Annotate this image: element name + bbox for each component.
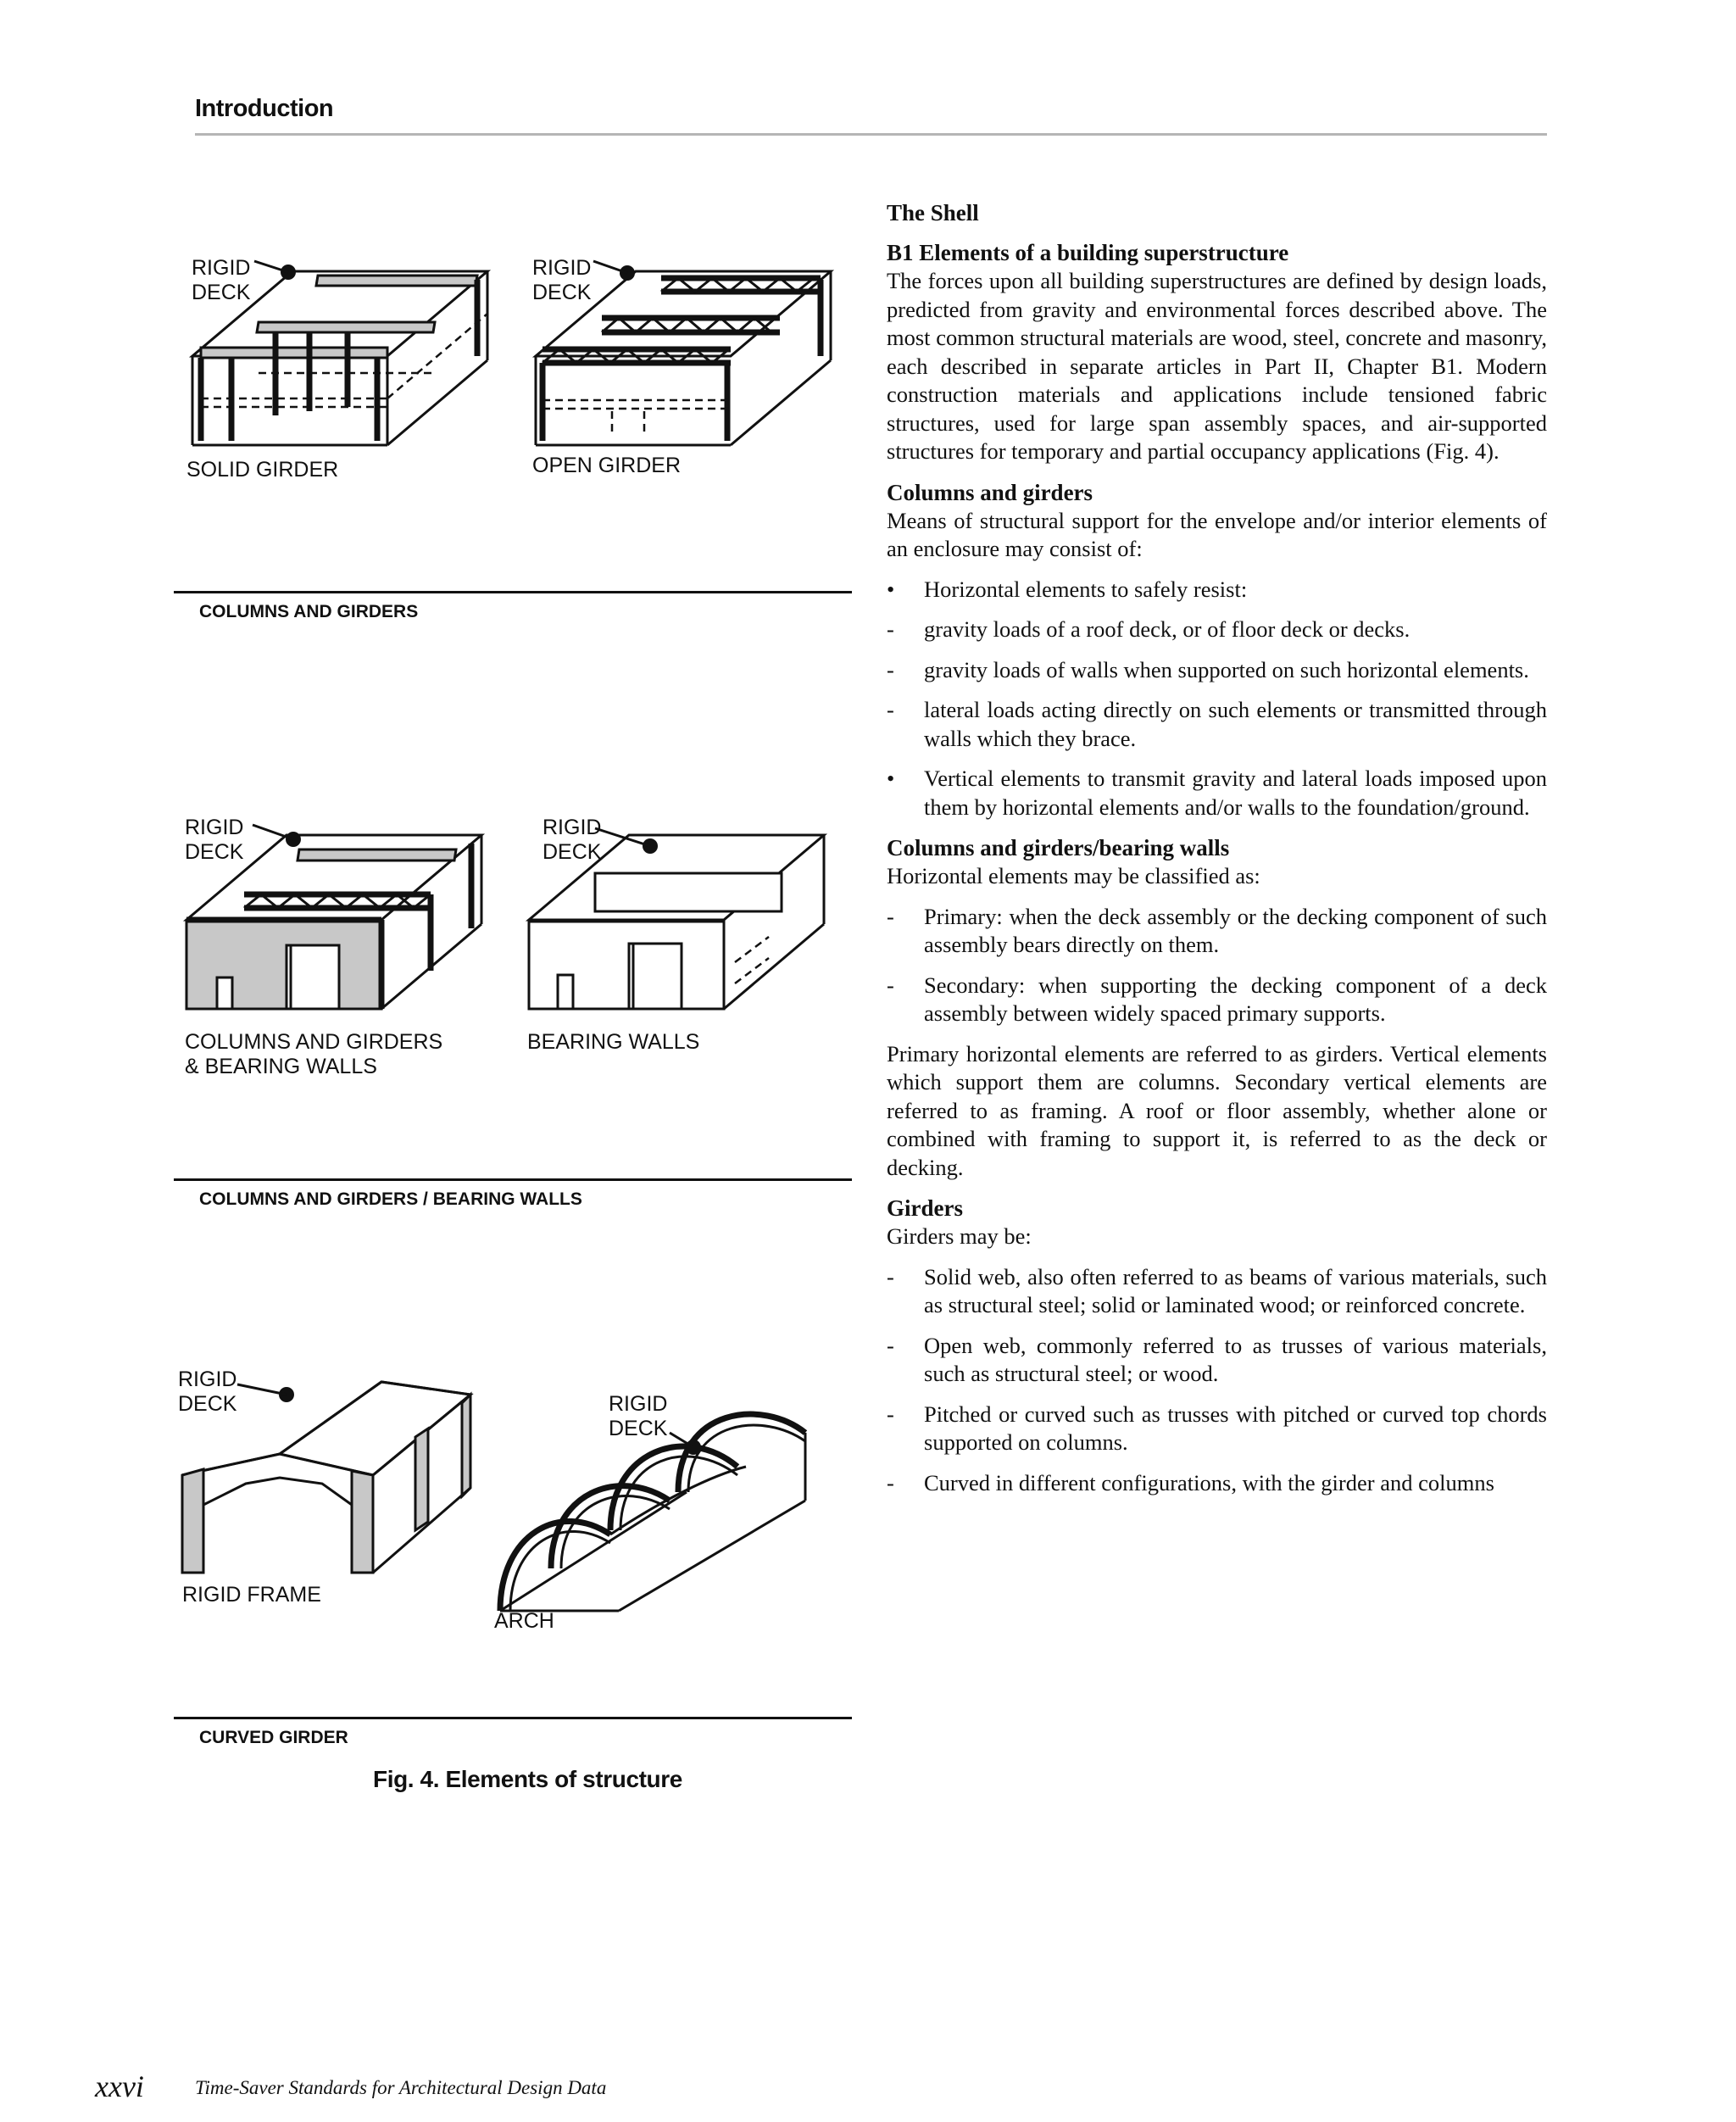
list-marker: • <box>887 766 895 791</box>
section-caption: CURVED GIRDER <box>199 1728 348 1747</box>
open-girder-label: OPEN GIRDER <box>532 454 682 477</box>
figure-caption: Fig. 4. Elements of structure <box>373 1766 682 1792</box>
paragraph-b1: The forces upon all building superstructures are defined by design loads, predicted from gravity and environmental forces described above. The most common structural materials are wood, steel, concrete and masonry, each described in separate articles in Part II, Chapter B1. Modern construction materials and applications include tensioned fabric structures, used for large span assembly spaces, and air-supported structures for temporary and partial occupancy applications (Fig. 4). <box>887 268 1547 464</box>
bearing-walls-deck-label: RIGID DECK <box>542 816 602 864</box>
list-item <box>887 1332 1547 1389</box>
list-marker: - <box>887 1401 894 1427</box>
list-item-text: Curved in different configurations, with the girder and columns <box>924 1469 1494 1495</box>
heading-columns-girders: Columns and girders <box>887 479 1093 505</box>
list-item-text: Solid web, also often referred to as beams of various materials, such as structural steel; solid or laminated wood; or reinforced concrete. <box>924 1263 1547 1317</box>
list-item-text: gravity loads of a roof deck, or of floor deck or decks. <box>924 616 1410 642</box>
list-item-text: Horizontal elements to safely resist: <box>924 576 1248 602</box>
list-marker: - <box>887 1332 894 1358</box>
arch-deck-label: RIGID DECK <box>609 1392 668 1440</box>
arch-drawing <box>492 1399 848 1628</box>
list-marker: - <box>887 656 894 682</box>
heading-b1: B1 Elements of a building superstructure <box>887 240 1289 265</box>
arch-label: ARCH <box>494 1609 554 1633</box>
page-number: xxvi <box>95 2069 144 2103</box>
bearing-walls-label: BEARING WALLS <box>527 1030 700 1054</box>
list-marker: • <box>887 576 895 602</box>
list-marker: - <box>887 972 894 998</box>
header-rule <box>195 133 1547 136</box>
heading-girders: Girders <box>887 1195 963 1221</box>
open-girder-deck-label: RIGID DECK <box>532 256 592 304</box>
list-item <box>887 765 1547 822</box>
section-rule <box>174 591 852 593</box>
list-item-text: Vertical elements to transmit gravity and lateral loads imposed upon them by horizontal elements and/or walls to the foundation/ground. <box>924 766 1547 820</box>
heading-bearing-walls: Columns and girders/bearing walls <box>887 835 1230 860</box>
list-item <box>887 972 1547 1028</box>
solid-girder-deck-label: RIGID DECK <box>192 256 251 304</box>
section-header: Introduction <box>195 95 334 122</box>
list-marker: - <box>887 616 894 642</box>
paragraph-bearing-intro: Horizontal elements may be classified as: <box>887 863 1260 888</box>
section-caption: COLUMNS AND GIRDERS / BEARING WALLS <box>199 1189 582 1209</box>
list-item-text: Primary: when the deck assembly or the decking component of such assembly bears directly on them. <box>924 903 1547 957</box>
text-column <box>887 198 1547 1509</box>
list-item-text: Open web, commonly referred to as trusses of various materials, such as structural steel; or wood. <box>924 1332 1547 1386</box>
list-item <box>887 1469 1547 1498</box>
section-caption: COLUMNS AND GIRDERS <box>199 602 419 621</box>
solid-girder-label: SOLID GIRDER <box>186 458 339 482</box>
list-item <box>887 1263 1547 1320</box>
rigid-frame-label: RIGID FRAME <box>182 1583 321 1607</box>
list-marker: - <box>887 1469 894 1495</box>
section-title: The Shell <box>887 200 979 226</box>
paragraph-bearing-walls: Primary horizontal elements are referred to as girders. Vertical elements which support them are columns. Secondary vertical elements are referred to as framing. A roof or floor assembly, whether alone or combined with framing to support it, is referred to as the deck or decking. <box>887 1040 1547 1180</box>
list-item-text: gravity loads of walls when supported on such horizontal elements. <box>924 656 1529 682</box>
list-item-text: Secondary: when supporting the decking component of a deck assembly between widely spaced primary supports. <box>924 972 1547 1026</box>
list-item <box>887 1401 1547 1457</box>
list-item <box>887 656 1547 685</box>
list-item-text: lateral loads acting directly on such elements or transmitted through walls which they brace. <box>924 697 1547 751</box>
list-marker: - <box>887 697 894 722</box>
paragraph-columns-intro: Means of structural support for the envelope and/or interior elements of an enclosure may consist of: <box>887 507 1547 561</box>
list-item <box>887 615 1547 644</box>
footer-title: Time-Saver Standards for Architectural Design Data <box>195 2077 607 2098</box>
rigid-frame-deck-label: RIGID DECK <box>178 1367 237 1416</box>
list-item <box>887 696 1547 753</box>
list-marker: - <box>887 1263 894 1289</box>
list-item <box>887 576 1547 604</box>
list-item-text: Pitched or curved such as trusses with pitched or curved top chords supported on columns. <box>924 1401 1547 1455</box>
paragraph-girders-intro: Girders may be: <box>887 1223 1032 1249</box>
section-rule <box>174 1717 852 1719</box>
section-rule <box>174 1178 852 1181</box>
list-item <box>887 903 1547 960</box>
list-marker: - <box>887 903 894 929</box>
columns-bearing-walls-deck-label: RIGID DECK <box>185 816 244 864</box>
columns-bearing-walls-label: COLUMNS AND GIRDERS & BEARING WALLS <box>185 1030 443 1078</box>
